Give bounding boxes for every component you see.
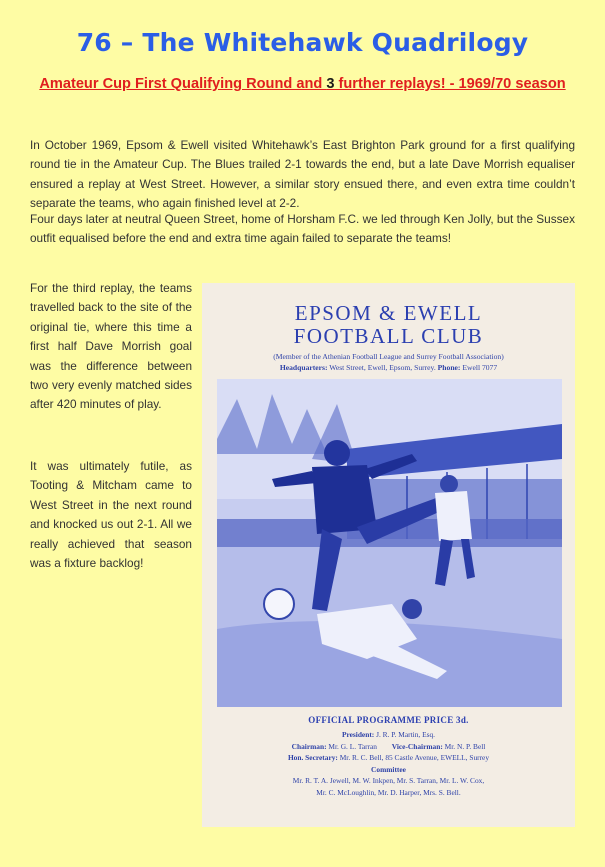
committee-line-1: Mr. R. T. A. Jewell, M. W. Inkpen, Mr. S. Tarran, Mr. L. W. Cox, <box>292 776 485 785</box>
outcome-paragraph: It was ultimately futile, as Tooting & Mitcham came to West Street in the next round and knocked us out 2-1. All we really achieved that season was a fixture backlog! <box>30 459 192 571</box>
programme-club-name-line2: FOOTBALL CLUB <box>293 324 484 348</box>
programme-cover <box>202 283 575 827</box>
subtitle-after: further replays! - 1969/70 season <box>334 76 566 92</box>
subtitle-before: Amateur Cup First Qualifying Round and <box>39 76 327 92</box>
page-title: 76 – The Whitehawk Quadrilogy <box>76 28 529 57</box>
programme-headquarters: Headquarters: West Street, Ewell, Epsom, Surrey. Phone: Ewell 7077 <box>279 363 498 372</box>
secretary-line: Hon. Secretary: Mr. R. C. Bell, 85 Castle Avenue, EWELL, Surrey <box>287 753 490 762</box>
committee-heading: Committee <box>371 764 406 774</box>
replay-paragraph: Four days later at neutral Queen Street, home of Horsham F.C. we led through Ken Jolly, but the Sussex outfit equalised before the end and extra time again failed to separate the teams! <box>30 212 575 246</box>
third-replay-paragraph: For the third replay, the teams travelled back to the site of the original tie, where this time a first half Dave Morrish goal was the difference between two very evenly matched sides after 420 minutes of play. <box>30 281 192 412</box>
programme-officials <box>202 729 575 798</box>
subtitle-number: 3 <box>326 76 335 92</box>
president-line: President: J. R. P. Martin, Esq. <box>341 730 436 739</box>
programme-membership: (Member of the Athenian Football League and Surrey Football Association) <box>273 352 504 361</box>
page-subtitle <box>0 76 605 92</box>
programme-price: OFFICIAL PROGRAMME PRICE 3d. <box>308 715 469 725</box>
programme-club-name-line1: EPSOM & EWELL <box>294 301 483 325</box>
match-photo <box>217 379 562 707</box>
intro-paragraph: In October 1969, Epsom & Ewell visited Whitehawk’s East Brighton Park ground for a first qualifying round tie in the Amateur Cup. The Blues trailed 2-1 towards the end, but a late Dave Morrish equaliser ensured a replay at West Street. However, a similar story ensued there, and even extra time couldn’t separate the teams, who again finished level at 2-2. <box>30 138 575 211</box>
chairman-line: Chairman: Mr. G. L. Tarran Vice-Chairman: Mr. N. P. Bell <box>291 741 486 751</box>
committee-line-2: Mr. C. McLoughlin, Mr. D. Harper, Mrs. S. Bell. <box>316 787 461 797</box>
